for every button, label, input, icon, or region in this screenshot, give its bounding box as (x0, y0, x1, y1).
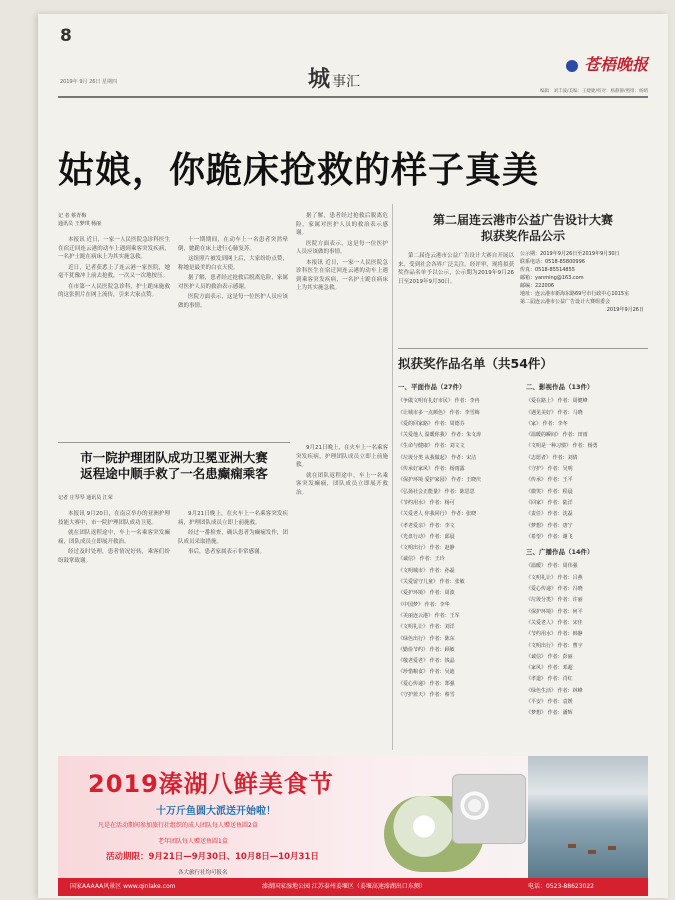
advertisement (58, 756, 648, 896)
column-divider (392, 204, 393, 750)
paragraph: 近日，记者获悉上了连云港一家医院，她毫不犹豫冲上前去抢救，一次又一次地按压。 (58, 264, 170, 279)
lake-photo-image (528, 756, 648, 878)
issue-date: 2019年 9月 26日 星期四 (60, 79, 118, 85)
brand-name: 苍梧晚报 (583, 55, 648, 74)
ad-note: 各大旅行社均可报名 (178, 870, 228, 876)
list-item: 《绿色出行》 作者：陈东 (398, 635, 455, 642)
list-item: 《文明出行》 作者：赵静 (398, 545, 455, 552)
byline-correspondent: 通讯员 王梦琪 杨丽 (58, 221, 102, 227)
ad-address: 溱湖国家湿地公园 江苏泰州姜堰区（姜堰高速溱湖出口东侧） (262, 883, 426, 890)
main-article-col1 (58, 236, 170, 302)
boat-icon (588, 850, 596, 854)
list-item: 《垃圾分类》 作者：许丽 (526, 597, 583, 604)
ad-phone: 电话：0523-88623022 (528, 883, 594, 890)
list-item: 《孝道》 作者：肖红 (526, 676, 573, 683)
boat-icon (608, 846, 616, 850)
contact-line: 邮箱：yanming@163.com (520, 275, 584, 281)
category-heading: 一、平面作品（27件） (398, 383, 466, 391)
paragraph: 十一期期间，在动车上一名患者突然晕倒，她跪在床上进行心肺复苏。 (178, 237, 288, 252)
list-item: 《传承》 作者：王平 (526, 477, 573, 484)
list-item: 《遇见美好》 作者：马晓 (526, 409, 583, 416)
paragraph: 医院方面表示，这是每一位医护人员应该做的事情。 (296, 240, 388, 255)
paragraph: 经过及时处理，患者情况好转，乘客们纷纷鼓掌致谢。 (58, 549, 170, 564)
contact-line: 第二届连云港市公益广告设计大赛组委会 (520, 299, 611, 305)
category-heading: 三、广播作品（14件） (526, 548, 594, 557)
section-main: 城 (308, 67, 331, 92)
newspaper-brand (566, 52, 648, 75)
newspaper-page (38, 14, 668, 898)
list-item: 《传承好家风》 作者：杨雨露 (398, 466, 465, 473)
paragraph: 9月21日晚上，在火车上一名乘客突发疾病，护理团队成员立即上前施救。 (296, 445, 388, 468)
list-item: 《文明城市》 作者：孙磊 (398, 567, 455, 574)
list-item: 《梦想》 作者：潘辉 (526, 710, 573, 717)
list-item: 《温暖的瞬间》 作者：田雨 (526, 432, 588, 439)
paragraph: 本报讯 近日，一家一人民医院急诊科医生在宿迁回连云港的动车上遇到乘客突发疾病，一名护士跪在病床上为其实施急救。 (296, 259, 388, 291)
main-article-col3 (296, 212, 388, 295)
notice-title-line2: 拟获奖作品公示 (480, 229, 565, 243)
list-item: 《爱在路上》 作者：周健峰 (526, 398, 588, 405)
paragraph: 9月21日晚上，在火车上一名乘客突发疾病，护理团队成员立即上前施救。 (178, 511, 288, 526)
list-item: 《孝老爱亲》 作者：李文 (398, 522, 455, 529)
contact-line: 传真：0518-85514855 (520, 267, 575, 273)
list-item: 《文明出行》 作者：曹宇 (526, 642, 583, 649)
main-headline: 姑娘，你跪床抢救的样子真美 (58, 150, 540, 191)
awards-list-heading: 拟获奖作品名单（共54件） (398, 356, 553, 371)
page-number: 8 (60, 26, 72, 46)
list-item: 《生命与健康》 作者：刘文文 (398, 443, 465, 450)
list-item: 《责任》 作者：沈磊 (526, 511, 573, 518)
list-item: 《家》 作者：李冬 (526, 420, 568, 427)
list-item: 《爱的回家路》 作者：周德芬 (398, 420, 465, 427)
paragraph: 第二届连云港市公益广告设计大赛自开展以来，受到社会各界广泛关注。经评审，现将拟获奖作品名单予以公示，公示期为2019年9月26日至2019年9月30日。 (398, 253, 514, 285)
list-item: 《诚信》 作者：王玲 (398, 556, 445, 563)
list-item: 《爱护环境》 作者：周波 (398, 590, 455, 597)
list-item: 《回家》 作者：陆洋 (526, 499, 573, 506)
paragraph: 据了解，患者经过抢救后脱离危险，家属对医护人员的救治表示感谢。 (178, 275, 288, 290)
list-item: 《保护环境》 作者：何平 (526, 608, 583, 615)
contact-line: 公示期：2019年9月26日至2019年9月30日 (520, 251, 620, 257)
main-byline (58, 212, 101, 228)
list-divider (398, 348, 648, 349)
list-item: 《中国梦》 作者：李华 (398, 601, 450, 608)
sub-headline-line1: 市一院护理团队成功卫冕亚洲大赛 (80, 450, 268, 465)
main-article-col2 (178, 236, 288, 312)
list-item: 《弘扬社会正能量》 作者：陈思思 (398, 488, 475, 495)
notice-title-line1: 第二届连云港市公益广告设计大赛 (432, 213, 613, 227)
byline-reporter: 记 者 蔡青梅 (58, 213, 87, 219)
list-item: 《争做文明有礼好市民》 作者：李冉 (398, 398, 480, 405)
list-item: 《文明礼让》 作者：吕燕 (526, 574, 583, 581)
list-item: 《关爱老人 你我同行》 作者：张晓 (398, 511, 477, 518)
fishball-package-image (452, 774, 526, 844)
list-item: 《敬老爱老》 作者：钱晶 (398, 658, 455, 665)
list-item: 《诚信》 作者：彭丽 (526, 653, 573, 660)
paragraph: 在市第一人民医院急诊科，护士跪床施救的这张照片在网上流传，引来大家点赞。 (58, 283, 170, 298)
contact-line: 2019年9月26日 (606, 307, 644, 313)
category-heading: 二、影视作品（13件） (526, 383, 594, 391)
section-sub: 事汇 (332, 74, 361, 90)
ad-title: 2019溱湖八鲜美食节 (88, 770, 334, 798)
list-item: 《关爱他人 温暖你我》 作者：朱文涛 (398, 432, 482, 439)
list-item: 《珍惜粮食》 作者：吴迪 (398, 669, 455, 676)
paragraph: 医院方面表示，这是每一位医护人员应该做的事情。 (178, 294, 288, 309)
sub-article-col2 (178, 510, 288, 559)
list-item: 《垃圾分类 从我做起》 作者：宋洁 (398, 454, 477, 461)
list-item: 《家风》 作者：邓超 (526, 665, 573, 672)
list-item: 《爱心传递》 作者：郑强 (398, 680, 455, 687)
notice-contact (520, 250, 644, 314)
list-item: 《爱心传递》 作者：冯晓 (526, 586, 583, 593)
section-title (308, 62, 360, 93)
list-item: 《勤俭节约》 作者：顾敏 (398, 646, 455, 653)
paragraph: 据了解，患者经过抢救后脱离危险，家属对医护人员的救治表示感谢。 (296, 213, 388, 236)
list-item: 《守护蓝天》 作者：蔡雪 (398, 692, 455, 699)
notice-title (398, 212, 648, 244)
brand-logo-icon (566, 60, 578, 72)
masthead-divider (58, 96, 648, 98)
list-item: 《希望》 作者：谢飞 (526, 533, 573, 540)
list-item: 《光盘行动》 作者：邱晨 (398, 533, 455, 540)
list-item: 《节约用水》 作者：杨可 (398, 499, 455, 506)
staff-credits: 编辑：刘丰波/美编：王婕婕/校对：杨静静/照排：杨晴 (539, 89, 648, 94)
paragraph: 本报讯 9月20日，在南京举办的亚洲护理技能大赛中，市一院护理团队成功卫冕。 (58, 511, 170, 526)
list-item: 《让城市多一点颜色》 作者：李雪梅 (398, 409, 480, 416)
paragraph: 经过一番检查，确认患者为癫痫发作，团队成员采取措施。 (178, 530, 288, 545)
paragraph: 本报讯 近日，一家一人民医院急诊科医生在宿迁回连云港的动车上遇到乘客突发疾病，一名护士跪在病床上为其实施急救。 (58, 237, 170, 260)
list-item: 《文明礼让》 作者：刘洋 (398, 624, 455, 631)
ad-offer-line: 老年团队每人赠送鱼圆1盒 (158, 838, 228, 845)
sub-headline (58, 450, 290, 482)
list-item: 《关爱留守儿童》 作者：张敏 (398, 579, 465, 586)
list-item: 《文明是一种习惯》 作者：杨勇 (526, 443, 598, 450)
list-item: 《绿色生活》 作者：林峰 (526, 687, 583, 694)
category-video-list (526, 382, 648, 720)
paragraph: 事后，患者家属表示非常感谢。 (188, 549, 266, 555)
list-item: 《守护》 作者：吴明 (526, 466, 573, 473)
ad-footer-bar (58, 878, 648, 896)
ad-offer-line: 凡是在活动期间参加旅行社组织的成人团队每人赠送鱼圆2盒 (98, 822, 258, 829)
contact-line: 邮编：222006 (520, 283, 555, 289)
sub-article-divider (58, 442, 290, 443)
list-item: 《节约用水》 作者：韩静 (526, 631, 583, 638)
paragraph: 这组照片被发到网上后，大家纷纷点赞，称她是最美的白衣天使。 (178, 256, 288, 271)
list-item: 《志愿者》 作者：刘倩 (526, 454, 578, 461)
boat-icon (568, 844, 576, 848)
sub-headline-line2: 返程途中顺手救了一名患癫痫乘客 (80, 466, 268, 481)
paragraph: 就在团队返程途中，车上一名乘客突发癫痫，团队成员立即展开救治。 (58, 530, 170, 545)
sub-byline: 记者 庄琴琴 通讯员 江荣 (58, 495, 113, 501)
category-flat-list (398, 382, 520, 701)
list-item: 《梦想》 作者：唐宁 (526, 522, 573, 529)
ad-slogan: 十万斤鱼圆大派送开始啦！ (156, 806, 276, 817)
list-item: 《关爱老人》 作者：宋佳 (526, 619, 583, 626)
ad-website: 国家AAAAA风景区 www.qinlake.com (70, 883, 176, 890)
notice-body (398, 252, 514, 288)
list-item: 《平安》 作者：袁媛 (526, 699, 573, 706)
sub-article-col1 (58, 510, 170, 567)
sub-article-col3 (296, 444, 388, 499)
list-item: 《保护环境 爱护家园》 作者：王晓庆 (398, 477, 482, 484)
contact-line: 地址：连云港市新海东路69号市行政中心1015室 (520, 291, 630, 297)
list-item: 《美丽连云港》 作者：王军 (398, 612, 460, 619)
paragraph: 就在团队返程途中，车上一名乘客突发癫痫，团队成员立即展开救治。 (296, 472, 388, 496)
contact-line: 联系电话：0518-85800996 (520, 259, 585, 265)
ad-period: 活动期限：9月21日—9月30日、10月8日—10月31日 (106, 852, 319, 862)
list-item: 《微笑》 作者：程晨 (526, 488, 573, 495)
list-item: 《温暖》 作者：周伟强 (526, 563, 578, 570)
